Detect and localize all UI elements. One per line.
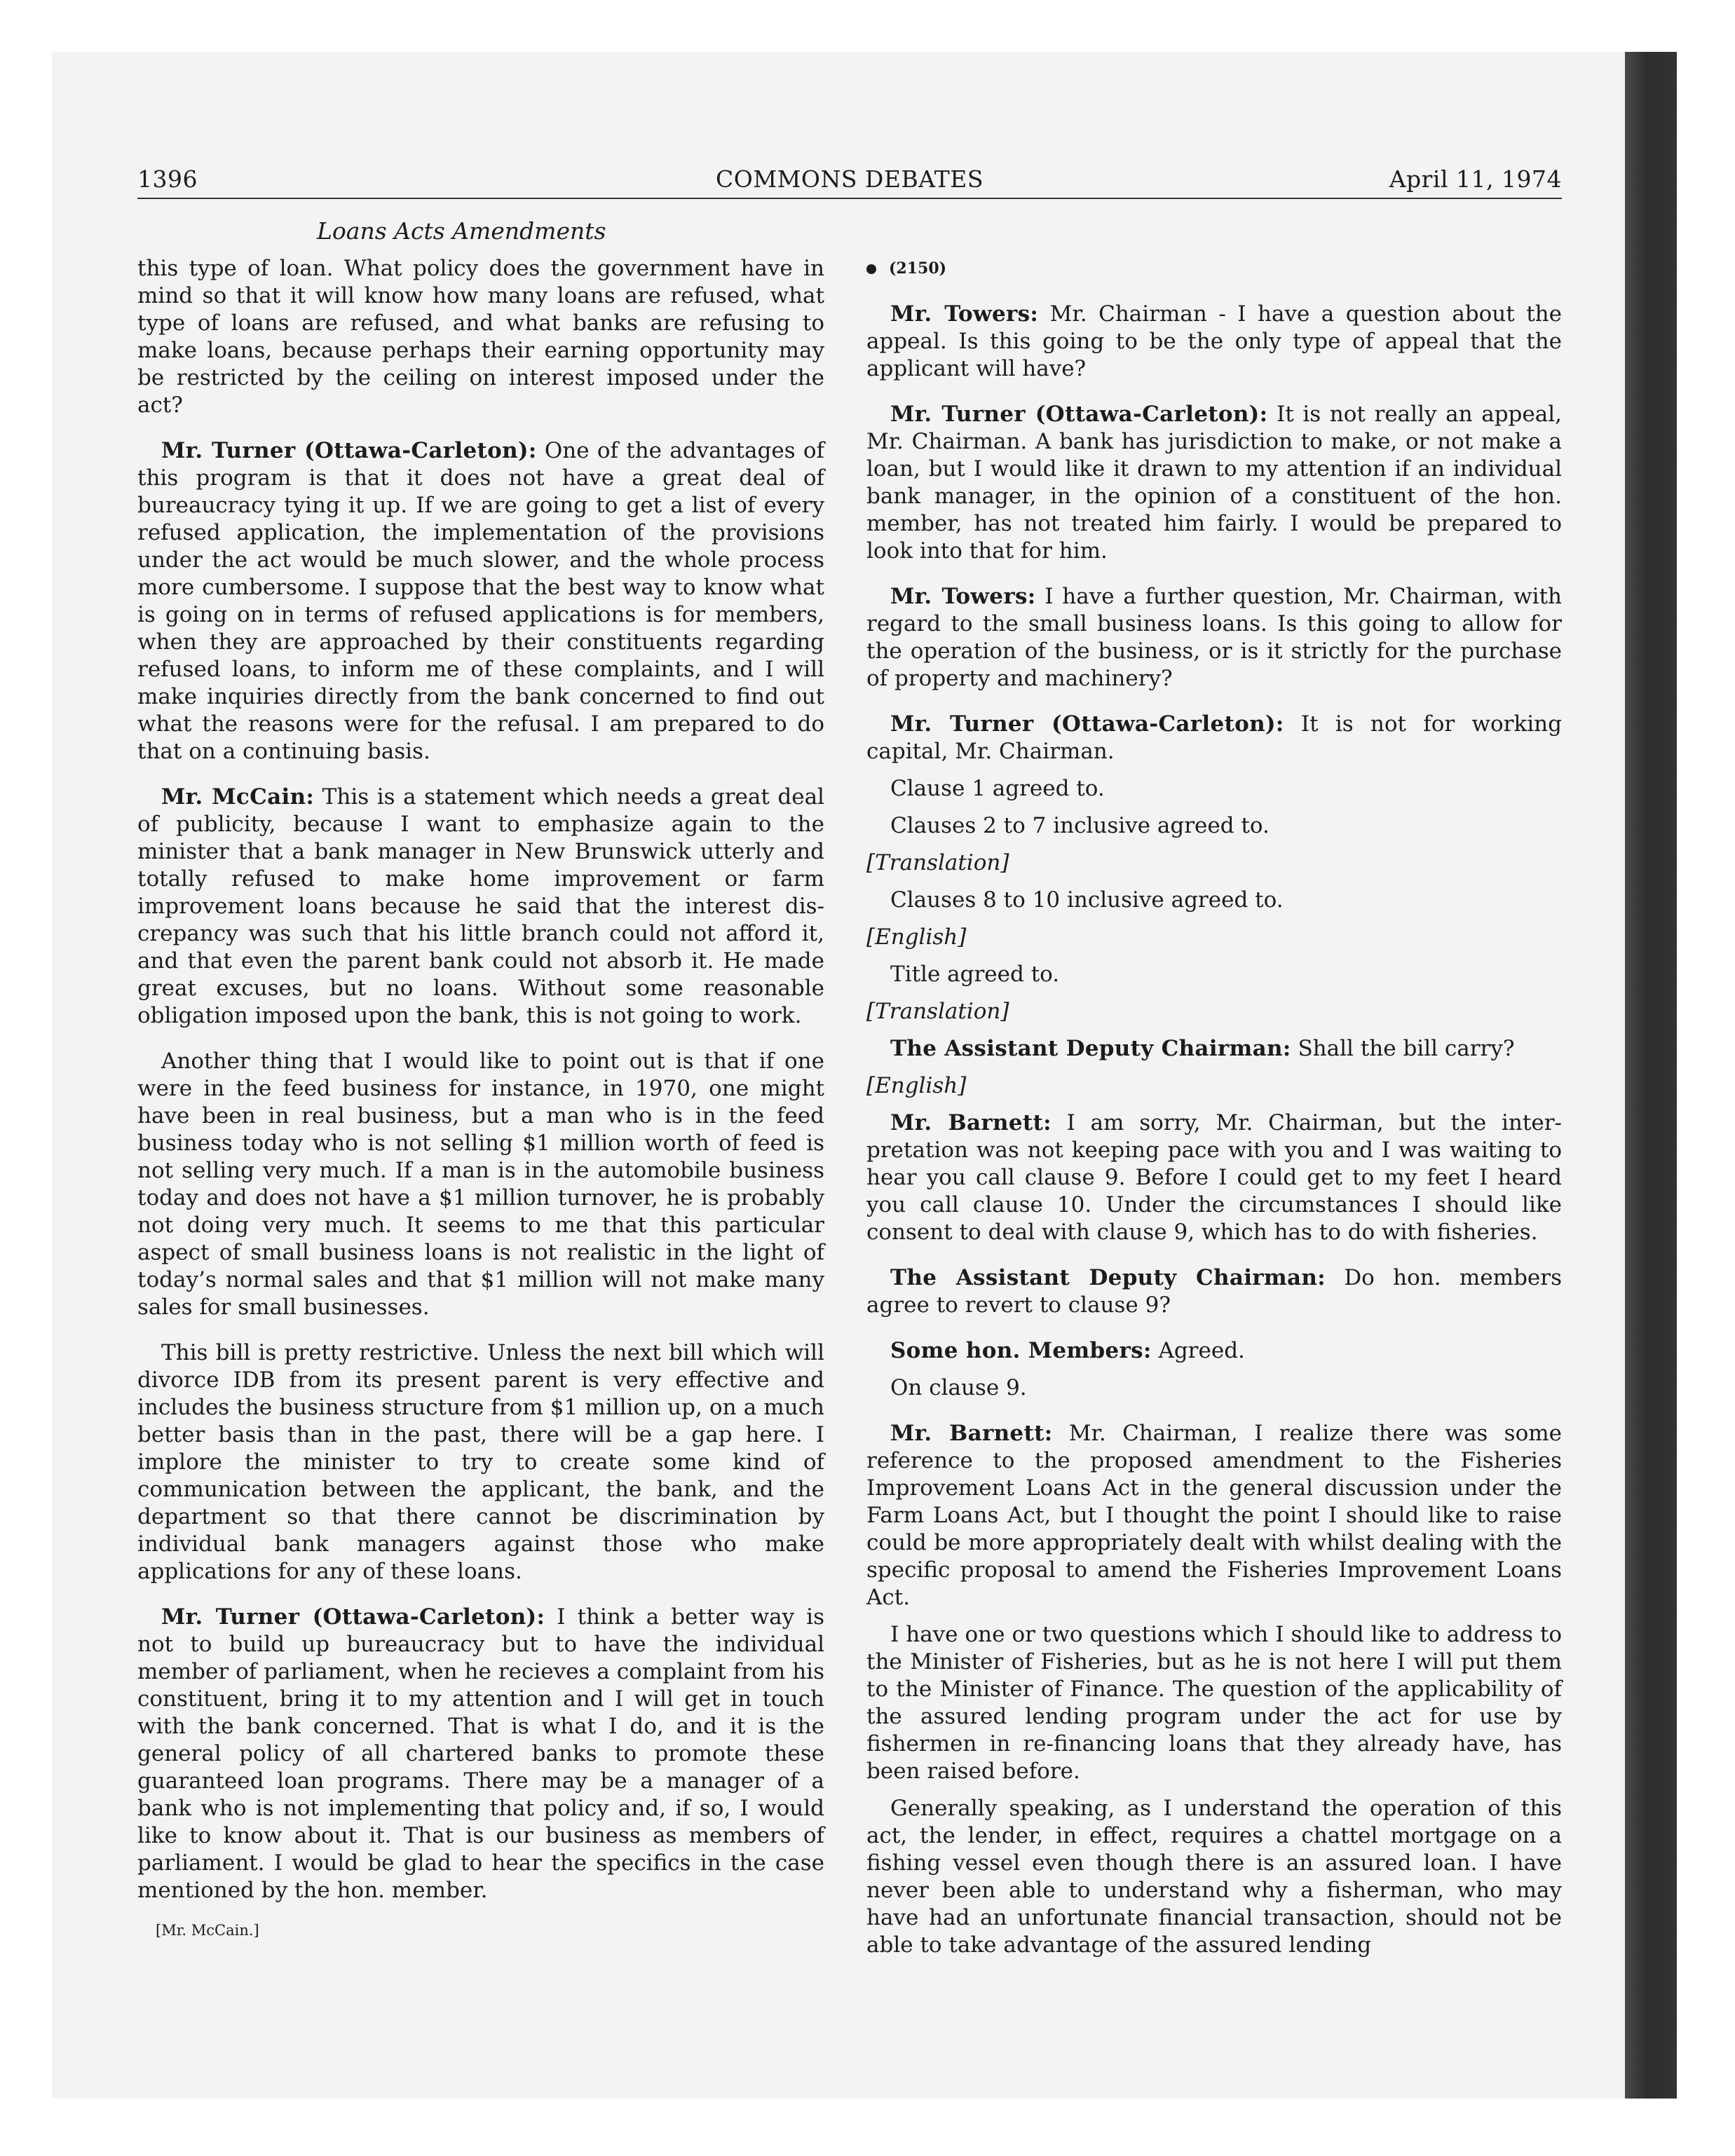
- paragraph: [866, 711, 1562, 765]
- speaker-footnote: [Mr. McCain.]: [156, 1922, 259, 1939]
- speaker-name: Mr. Barnett:: [890, 1421, 1053, 1446]
- paragraph: Generally speaking, as I understand the operation of this act, the lender, in effect, requires a chattel mortgage on a fishing vessel even though there is an assured loan. I have never been able to understand why a fisherman, who may have had an unfortunate financial transaction, should not be able to take advantage of the assured lending: [866, 1796, 1562, 1958]
- speaker-name: The Assistant Deputy Chairman:: [890, 1265, 1326, 1290]
- translation-note: [Translation]: [866, 850, 1009, 875]
- speech-text: It is not really an appeal, Mr. Chairman. A bank has jurisdiction to make, or not make a loan, but I would like it drawn to my attention if an individual bank manager, in the opinion of a constituent of the hon. member, has not treated him fairly. I would be prepared to look into that for him.: [866, 402, 1562, 564]
- speech-text: I am sorry, Mr. Chairman, but the interpretation was not keeping pace with you and I was waiting to hear you call clause 9. Before I could get to my feet I heard you call clause 10. Under the circumstances I should like consent to deal with clause 9, which has to do with fisheries.: [866, 1110, 1562, 1245]
- english-note: [English]: [866, 1073, 967, 1098]
- speech-text: This is a statement which needs a great deal of publicity, because I want to emphasize again to the minister that a bank manager in New Brunswick utterly and totally refused to make home improvement or farm improvement loans because he said that the interest discrepancy was such that his little branch could not afford it, and that even the parent bank could not absorb it. He made great excuses, but no loans. Without some reasonable obligation imposed upon the bank, this is not going to work.: [137, 784, 824, 1028]
- speech-text: Mr. Chairman, I realize there was some reference to the proposed amendment to the Fisheries Improvement Loans Act in the general discussion under the Farm Loans Act, but I thought the point I should like to raise could be more appropriately dealt with whilst dealing with the specific proposal to amend the Fisheries Improvement Loans Act.: [866, 1421, 1562, 1610]
- speaker-name: The Assistant Deputy Chairman:: [890, 1036, 1291, 1061]
- paragraph: [866, 1110, 1562, 1246]
- clause-agreed: Clauses 2 to 7 inclusive agreed to.: [890, 813, 1270, 838]
- speech-text: Agreed.: [1151, 1338, 1245, 1363]
- translation-note: [Translation]: [866, 999, 1009, 1024]
- speaker-name: Mr. McCain:: [161, 784, 315, 810]
- title-agreed: Title agreed to.: [890, 962, 1060, 987]
- paragraph: [137, 437, 824, 765]
- page-date: April 11, 1974: [1389, 165, 1562, 193]
- time-stamp: (2150): [889, 259, 947, 278]
- page-header: [137, 165, 1562, 202]
- publication-title: COMMONS DEBATES: [716, 165, 984, 193]
- speech-text: I think a better way is not to build up bureaucracy but to have the individual member of parliament, when he recieves a complaint from his constituent, bring it to my attention and I will get in touch with the bank concerned. That is what I do, and it is the general policy of all chartered banks to promote these guaranteed loan programs. There may be a manager of a bank who is not implementing that policy and, if so, I would like to know about it. That is our business as members of parliament. I would be glad to hear the specifics in the case mentioned by the hon. member.: [137, 1604, 825, 1903]
- paragraph: [866, 583, 1562, 692]
- bullet-icon: [866, 264, 876, 274]
- left-column: [137, 255, 824, 1944]
- speaker-name: Mr. Towers:: [890, 301, 1039, 327]
- paragraph: [137, 784, 824, 1030]
- paragraph: [866, 1337, 1562, 1365]
- speaker-name: Mr. Turner (Ottawa-Carleton):: [161, 1604, 545, 1630]
- right-column: [866, 255, 1562, 1969]
- paragraph: [866, 1035, 1562, 1063]
- paragraph: this type of loan. What policy does the government have in mind so that it will know how many loans are refused, what type of loans are refused, and what banks are refusing to make loans, because perhaps their earning opportunity may be restricted by the ceiling on interest imposed under the act?: [137, 256, 824, 418]
- speaker-name: Mr. Turner (Ottawa-Carleton):: [890, 711, 1284, 737]
- speech-text: Mr. Chairman - I have a question about the appeal. Is this going to be the only type of appeal that the applicant will have?: [866, 301, 1562, 381]
- speech-text: One of the advantages of this program is that it does not have a great deal of bureaucracy tying it up. If we are going to get a list of every refused application, the implementation of the provisions under the act would be much slower, and the whole process more cumbersome. I suppose that the best way to know what is going on in terms of refused applications is for members, when they are approached by their constituents regarding refused loans, to inform me of these complaints, and I will make inquiries directly from the bank concerned to find out what the reasons were for the refusal. I am prepared to do that on a continuing basis.: [137, 438, 824, 764]
- english-note: [English]: [866, 925, 967, 950]
- speech-text: I have a further question, Mr. Chairman, with regard to the small business loans. Is this going to allow for the operation of the business, or is it strictly for the purchase of property and machinery?: [866, 584, 1563, 691]
- time-marker: [866, 255, 1562, 282]
- speech-text: Do hon. members agree to revert to clause 9?: [866, 1265, 1562, 1318]
- paragraph: Another thing that I would like to point out is that if one were in the feed business for instance, in 1970, one might have been in real business, but a man who is in the feed business today who is not selling $1 million worth of feed is not selling very much. If a man is in the automobile business today and does not have a $1 million turnover, he is probably not doing very much. It seems to me that this particular aspect of small business loans is not realistic in the light of today’s normal sales and that $1 million will not make many sales for small businesses.: [137, 1049, 824, 1320]
- paragraph: [866, 301, 1562, 383]
- scan-edge-bar: [1625, 52, 1677, 2099]
- header-rule: [137, 198, 1562, 199]
- clause-agreed: Clause 1 agreed to.: [890, 776, 1105, 801]
- section-title: Loans Acts Amendments: [317, 217, 606, 245]
- clause-heading: On clause 9.: [890, 1375, 1027, 1400]
- paragraph: This bill is pretty restrictive. Unless the next bill which will divorce IDB from its present parent is very effective and includes the business structure from $1 million up, on a much better basis than in the past, there will be a gap here. I implore the minister to try to create some kind of communication between the applicant, the bank, and the department so that there cannot be discrimination by individual bank managers against those who make applications for any of these loans.: [137, 1340, 824, 1584]
- speaker-name: Mr. Towers:: [890, 584, 1036, 609]
- paragraph: [137, 1604, 824, 1904]
- speech-text: It is not for working capital, Mr. Chairman.: [866, 711, 1562, 764]
- page-number: 1396: [137, 165, 198, 193]
- clause-agreed: Clauses 8 to 10 inclusive agreed to.: [890, 887, 1284, 913]
- speaker-name: Some hon. Members:: [890, 1338, 1152, 1363]
- speaker-name: Mr. Turner (Ottawa-Carleton):: [161, 438, 537, 463]
- paragraph: [866, 401, 1562, 565]
- paragraph: [866, 1420, 1562, 1611]
- paragraph: I have one or two questions which I should like to address to the Minister of Fisheries, but as he is not here I will put them to the Minister of Finance. The question of the applicability of the assured lending program under the act for use by fishermen in re-financing loans that they already have, has been raised before.: [866, 1622, 1562, 1784]
- speaker-name: Mr. Barnett:: [890, 1110, 1052, 1135]
- speech-text: Shall the bill carry?: [1291, 1036, 1515, 1061]
- paragraph: [866, 1264, 1562, 1319]
- speaker-name: Mr. Turner (Ottawa-Carleton):: [890, 402, 1268, 427]
